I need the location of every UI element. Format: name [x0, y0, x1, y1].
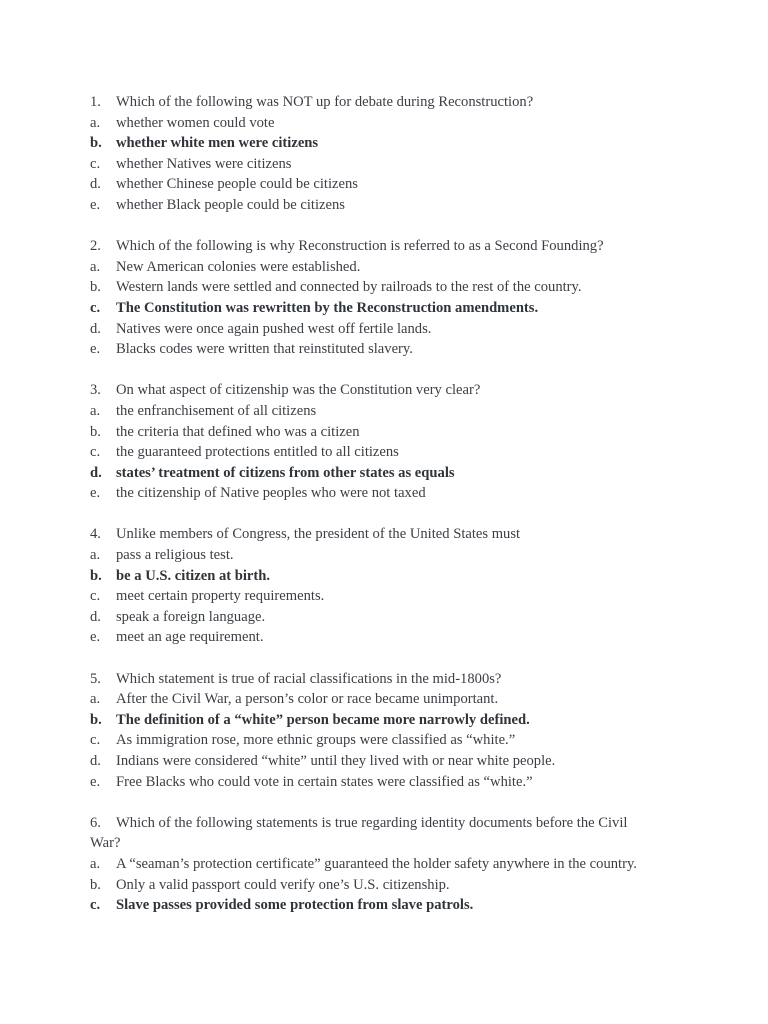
option-letter: b.: [90, 711, 102, 728]
question-number: 3.: [90, 382, 101, 399]
question-1: [90, 92, 690, 216]
quiz-document: [90, 92, 690, 936]
question-3: [90, 380, 690, 504]
option-d-correct: [90, 463, 690, 484]
option-letter: b.: [90, 423, 101, 440]
question-5: [90, 669, 690, 793]
option-text: speak a foreign language.: [116, 608, 266, 625]
option-text: Blacks codes were written that reinstituted slavery.: [116, 341, 413, 358]
option-b: [90, 875, 690, 896]
option-b-correct: [90, 566, 690, 587]
option-letter: d.: [90, 753, 101, 769]
option-text: The Constitution was rewritten by the Reconstruction amendments.: [116, 299, 539, 316]
question-number: 5.: [90, 670, 101, 687]
option-letter: a.: [90, 855, 101, 872]
question-number: 1.: [90, 94, 101, 110]
question-number: 2.: [90, 238, 101, 255]
option-text: Slave passes provided some protection from slave patrols.: [116, 897, 474, 914]
question-text: [90, 236, 660, 257]
option-a: [90, 113, 690, 134]
question-4: [90, 524, 690, 648]
question-stem: Which of the following statements is true regarding identity documents before the Civil War?: [90, 814, 628, 852]
option-letter: d.: [90, 320, 101, 337]
option-letter: b.: [90, 567, 102, 584]
option-d: [90, 751, 690, 772]
option-letter: a.: [90, 691, 101, 708]
option-letter: e.: [90, 629, 101, 646]
option-text: Only a valid passport could verify one’s U.S. citizenship.: [116, 876, 450, 893]
option-text: The definition of a “white” person became more narrowly defined.: [116, 711, 530, 728]
option-d: [90, 607, 690, 628]
option-d: [90, 319, 690, 340]
question-number: 4.: [90, 526, 101, 543]
option-text: Indians were considered “white” until they lived with or near white people.: [116, 753, 556, 769]
option-a: [90, 401, 690, 422]
option-letter: d.: [90, 464, 102, 481]
option-c: [90, 442, 690, 463]
option-letter: c.: [90, 299, 101, 316]
question-text: [90, 380, 660, 401]
option-letter: c.: [90, 155, 101, 172]
option-text: Western lands were settled and connected by railroads to the rest of the country.: [116, 279, 582, 296]
option-a: [90, 257, 690, 278]
option-c: [90, 730, 690, 751]
question-stem: Which of the following is why Reconstruction is referred to as a Second Founding?: [116, 238, 604, 255]
option-a: [90, 689, 690, 710]
option-a: [90, 545, 690, 566]
question-text: [90, 813, 660, 854]
option-text: the criteria that defined who was a citizen: [116, 423, 360, 440]
option-e: [90, 195, 690, 216]
question-stem: Unlike members of Congress, the president of the United States must: [116, 526, 521, 543]
option-e: [90, 772, 690, 793]
option-letter: c.: [90, 444, 101, 461]
option-letter: d.: [90, 176, 101, 193]
option-c: [90, 154, 690, 175]
option-text: A “seaman’s protection certificate” guaranteed the holder safety anywhere in the country.: [116, 855, 637, 872]
option-letter: e.: [90, 773, 101, 790]
option-text: meet certain property requirements.: [116, 588, 325, 605]
option-b-correct: [90, 710, 690, 731]
option-e: [90, 339, 690, 360]
option-text: the guaranteed protections entitled to all citizens: [116, 444, 399, 461]
option-text: pass a religious test.: [116, 547, 234, 564]
option-a: [90, 854, 690, 875]
option-letter: c.: [90, 732, 101, 749]
option-letter: a.: [90, 114, 101, 131]
option-letter: e.: [90, 485, 101, 502]
option-e: [90, 483, 690, 504]
option-text: states’ treatment of citizens from other states as equals: [116, 464, 455, 481]
option-letter: b.: [90, 876, 101, 893]
option-text: whether Natives were citizens: [116, 155, 292, 172]
option-e: [90, 627, 690, 648]
option-text: whether women could vote: [116, 114, 275, 131]
option-text: whether Chinese people could be citizens: [116, 176, 358, 193]
question-text: [90, 92, 660, 113]
option-text: New American colonies were established.: [116, 258, 361, 275]
option-text: Free Blacks who could vote in certain states were classified as “white.”: [116, 773, 533, 790]
option-letter: d.: [90, 608, 101, 625]
option-letter: e.: [90, 341, 101, 358]
option-letter: a.: [90, 547, 101, 564]
question-stem: On what aspect of citizenship was the Constitution very clear?: [116, 382, 481, 399]
option-letter: a.: [90, 402, 101, 419]
option-b: [90, 277, 690, 298]
option-text: meet an age requirement.: [116, 629, 264, 646]
question-stem: Which statement is true of racial classifications in the mid-1800s?: [116, 670, 502, 687]
option-text: the enfranchisement of all citizens: [116, 402, 317, 419]
option-text: Natives were once again pushed west off fertile lands.: [116, 320, 432, 337]
option-b: [90, 422, 690, 443]
option-c-correct: [90, 895, 690, 916]
option-text: As immigration rose, more ethnic groups were classified as “white.”: [116, 732, 516, 749]
option-c: [90, 586, 690, 607]
option-text: whether white men were citizens: [116, 135, 319, 152]
option-text: the citizenship of Native peoples who were not taxed: [116, 485, 426, 502]
option-text: whether Black people could be citizens: [116, 196, 345, 213]
option-letter: a.: [90, 258, 101, 275]
option-letter: c.: [90, 897, 101, 914]
question-text: [90, 669, 660, 690]
option-c-correct: [90, 298, 690, 319]
option-text: After the Civil War, a person’s color or race became unimportant.: [116, 691, 499, 708]
question-stem: Which of the following was NOT up for debate during Reconstruction?: [116, 94, 534, 110]
option-letter: c.: [90, 588, 101, 605]
question-2: [90, 236, 690, 360]
option-letter: b.: [90, 135, 102, 152]
question-number: 6.: [90, 814, 101, 831]
option-text: be a U.S. citizen at birth.: [116, 567, 271, 584]
option-d: [90, 174, 690, 195]
question-text: [90, 524, 660, 545]
option-letter: b.: [90, 279, 101, 296]
option-letter: e.: [90, 196, 101, 213]
question-6: [90, 813, 690, 916]
option-b-correct: [90, 133, 690, 154]
